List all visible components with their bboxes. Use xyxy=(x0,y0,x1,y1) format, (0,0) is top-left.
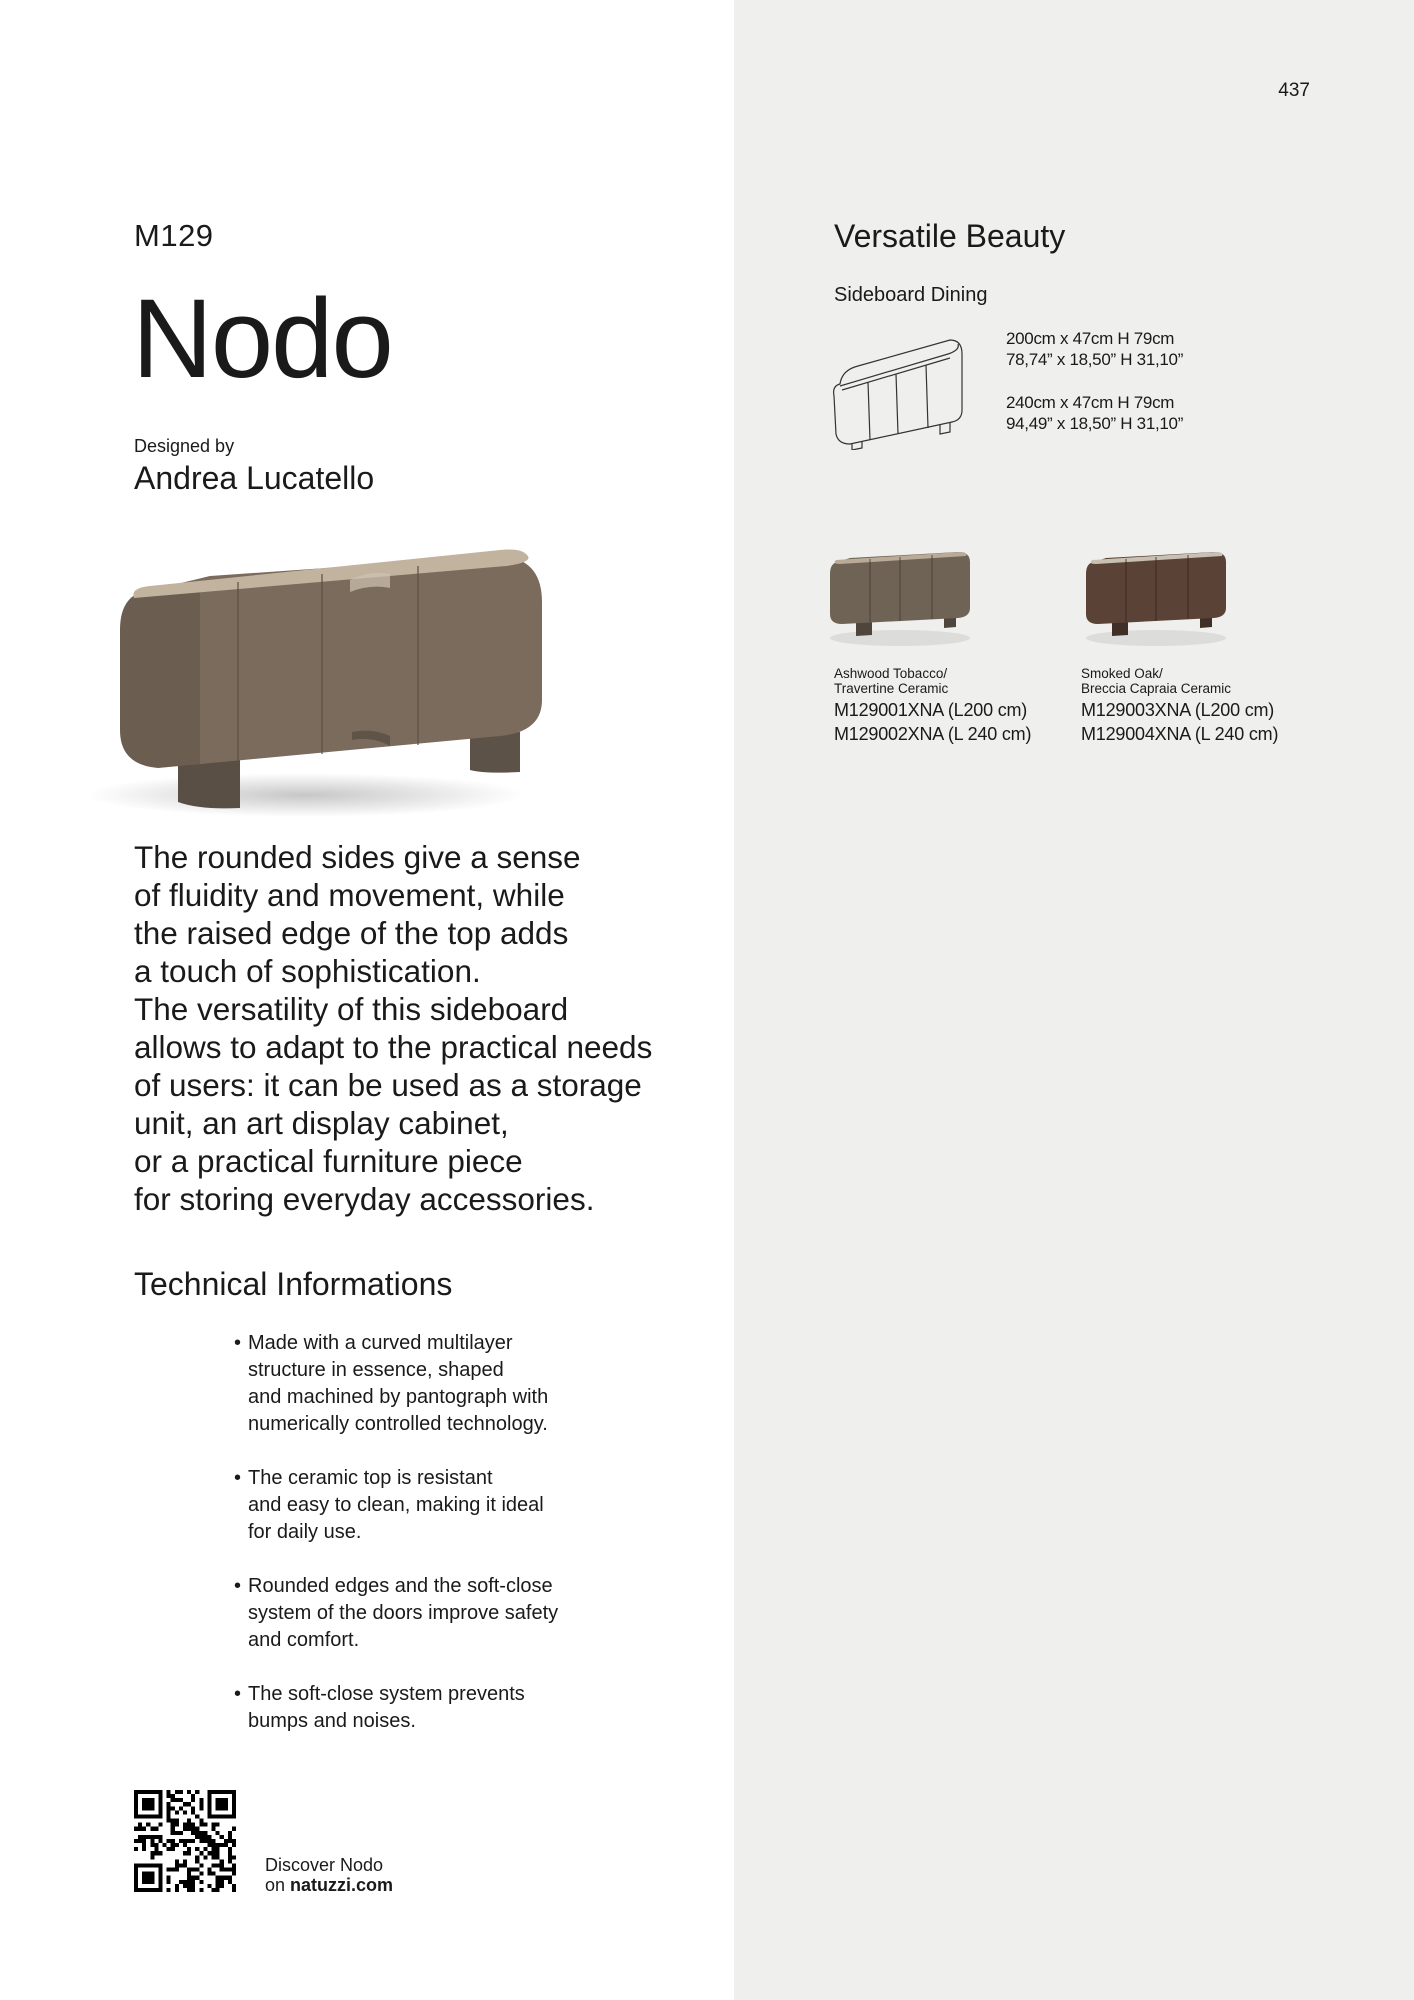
description-line: The versatility of this sideboard xyxy=(134,991,569,1027)
technical-bullet xyxy=(232,1681,632,1735)
finish-line: Ashwood Tobacco/ xyxy=(834,666,948,681)
discover-link[interactable] xyxy=(265,1855,393,1895)
technical-bullet-list xyxy=(232,1330,632,1762)
technical-title: Technical Informations xyxy=(134,1266,453,1302)
website-link[interactable]: natuzzi.com xyxy=(290,1875,394,1895)
bullet-line: • The ceramic top is resistant xyxy=(248,1467,493,1489)
dimension-metric: 240cm x 47cm H 79cm xyxy=(1006,393,1175,412)
bullet-line: for daily use. xyxy=(248,1521,362,1543)
bullet-line: bumps and noises. xyxy=(248,1710,416,1732)
variant-code: M129001XNA (L200 cm) xyxy=(834,700,1028,720)
bullet-line: structure in essence, shaped xyxy=(248,1359,504,1381)
variant-image-ashwood xyxy=(820,540,980,650)
model-code: M129 xyxy=(134,218,214,253)
finish-line: Smoked Oak/ xyxy=(1081,666,1163,681)
variant-codes-smoked-oak xyxy=(1081,698,1278,746)
dimension-entry xyxy=(1006,392,1183,434)
bullet-line: • Rounded edges and the soft-close xyxy=(248,1575,553,1597)
description-line: allows to adapt to the practical needs xyxy=(134,1029,653,1065)
description-line: The rounded sides give a sense xyxy=(134,839,581,875)
variant-image-smoked-oak xyxy=(1076,540,1236,650)
bullet-line: and machined by pantograph with xyxy=(248,1386,549,1408)
versatile-title: Versatile Beauty xyxy=(834,218,1066,254)
finish-line: Breccia Capraia Ceramic xyxy=(1081,681,1232,696)
page-number: 437 xyxy=(1278,80,1310,101)
designer-name: Andrea Lucatello xyxy=(134,460,375,496)
bullet-line: system of the doors improve safety xyxy=(248,1602,559,1624)
bullet-line: • The soft-close system prevents xyxy=(248,1683,525,1705)
bullet-line: • Made with a curved multilayer xyxy=(248,1332,513,1354)
discover-site-line xyxy=(265,1875,393,1895)
finish-line: Travertine Ceramic xyxy=(834,681,949,696)
description-line: the raised edge of the top adds xyxy=(134,915,569,951)
bullet-line: and easy to clean, making it ideal xyxy=(248,1494,544,1516)
variant-finish-ashwood xyxy=(834,666,948,696)
sideboard-outline-drawing xyxy=(828,330,978,450)
technical-bullet xyxy=(232,1465,632,1546)
designed-by-label: Designed by xyxy=(134,436,235,456)
bullet-line: and comfort. xyxy=(248,1629,360,1651)
sideboard-hero-image xyxy=(90,540,570,830)
qr-code[interactable] xyxy=(134,1790,236,1892)
variant-finish-smoked-oak xyxy=(1081,666,1231,696)
description-line: a touch of sophistication. xyxy=(134,953,481,989)
description-line: of users: it can be used as a storage xyxy=(134,1067,642,1103)
dimension-metric: 200cm x 47cm H 79cm xyxy=(1006,329,1175,348)
variant-code: M129002XNA (L 240 cm) xyxy=(834,724,1032,744)
product-name: Nodo xyxy=(132,276,392,401)
discover-line: Discover Nodo xyxy=(265,1855,384,1875)
dimensions-list xyxy=(1006,328,1183,456)
technical-bullet xyxy=(232,1330,632,1438)
bullet-line: numerically controlled technology. xyxy=(248,1413,548,1435)
dimension-entry xyxy=(1006,328,1183,370)
description-line: or a practical furniture piece xyxy=(134,1143,523,1179)
variant-codes-ashwood xyxy=(834,698,1031,746)
variant-code: M129004XNA (L 240 cm) xyxy=(1081,724,1279,744)
description-line: unit, an art display cabinet, xyxy=(134,1105,509,1141)
description-line: for storing everyday accessories. xyxy=(134,1181,595,1217)
dimension-imperial: 94,49” x 18,50” H 31,10” xyxy=(1006,414,1184,433)
description-line: of fluidity and movement, while xyxy=(134,877,565,913)
sideboard-subtitle: Sideboard Dining xyxy=(834,284,988,306)
discover-prefix: on xyxy=(265,1875,291,1895)
dimension-imperial: 78,74” x 18,50” H 31,10” xyxy=(1006,350,1184,369)
technical-bullet xyxy=(232,1573,632,1654)
variant-code: M129003XNA (L200 cm) xyxy=(1081,700,1275,720)
product-description xyxy=(134,838,714,1218)
